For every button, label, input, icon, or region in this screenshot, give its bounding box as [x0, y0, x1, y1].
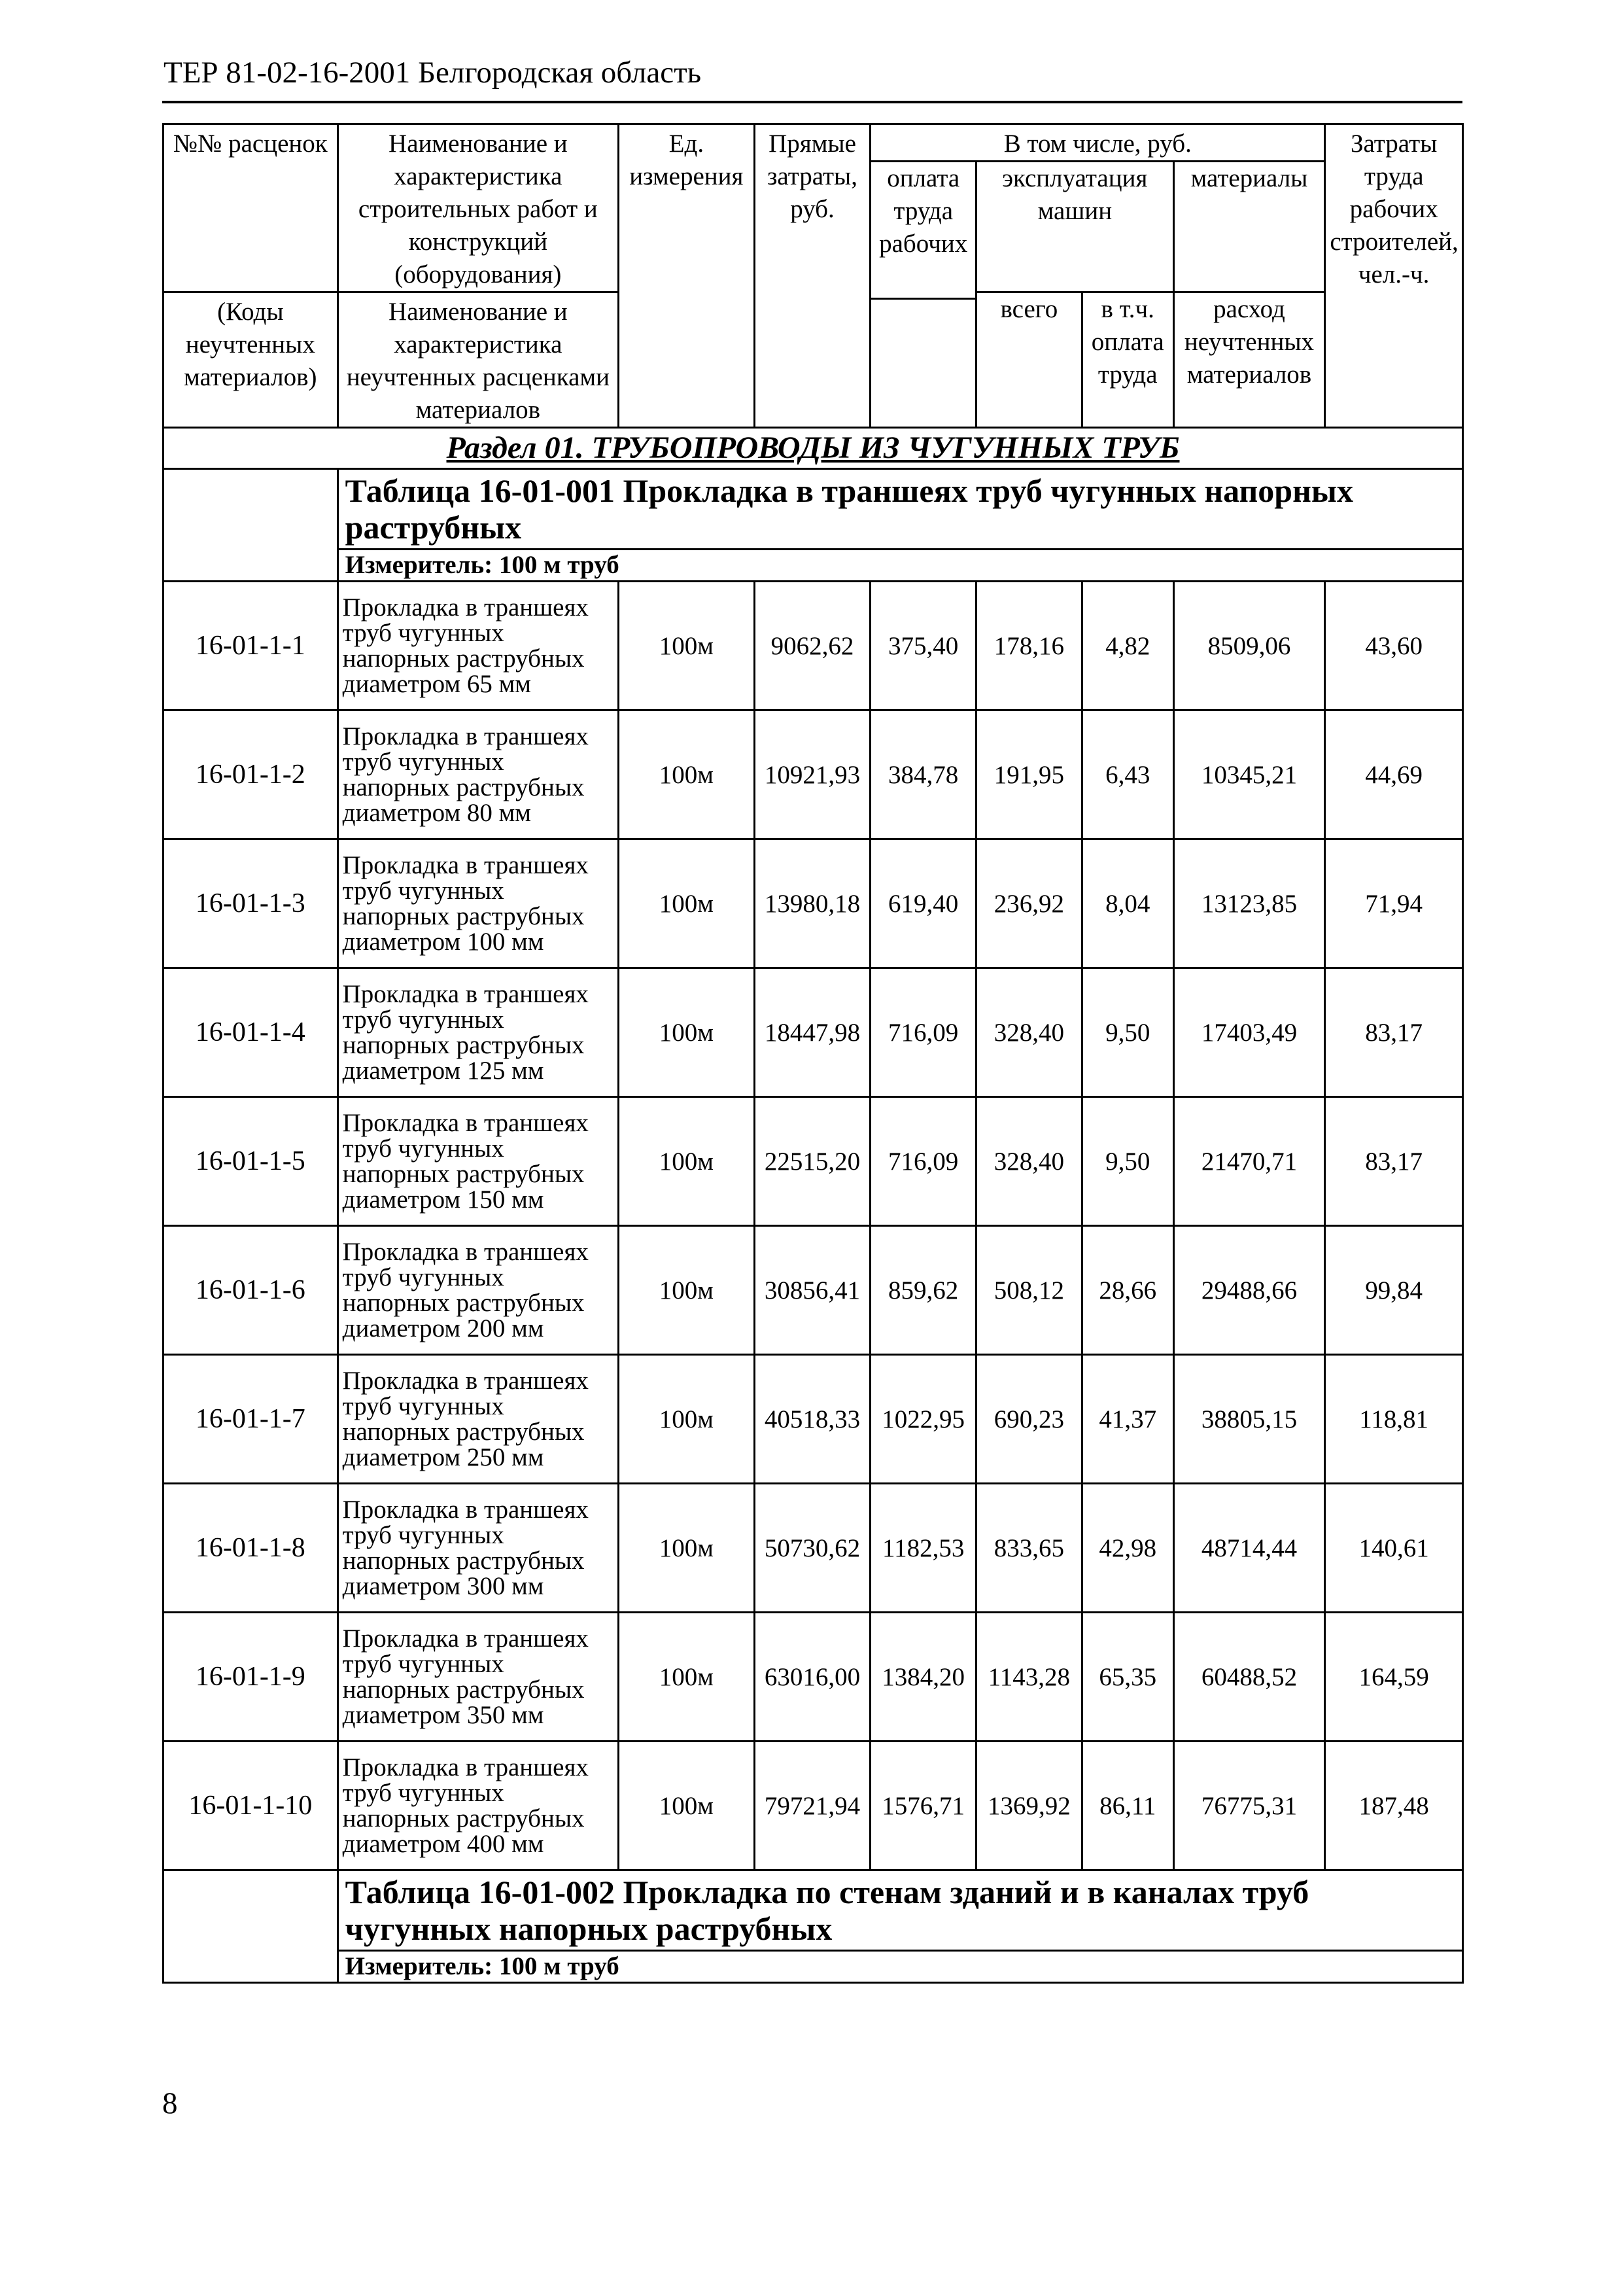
machines-total-cell: 178,16 — [976, 582, 1082, 710]
rate-code: 16-01-1-5 — [164, 1097, 338, 1226]
work-hours-cell: 118,81 — [1325, 1355, 1463, 1484]
work-name: Прокладка в траншеях труб чугунных напорных раструбных диаметром 80 мм — [337, 710, 618, 839]
header-machines: эксплуатация машин — [976, 162, 1174, 292]
work-hours-cell: 140,61 — [1325, 1484, 1463, 1613]
unit-cell: 100м — [619, 582, 755, 710]
materials-cell: 13123,85 — [1173, 839, 1325, 968]
machines-labor-cell: 9,50 — [1082, 1097, 1173, 1226]
machines-total-cell: 191,95 — [976, 710, 1082, 839]
work-name: Прокладка в траншеях труб чугунных напорных раструбных диаметром 300 мм — [337, 1484, 618, 1613]
rate-code: 16-01-1-4 — [164, 968, 338, 1097]
materials-cell: 76775,31 — [1173, 1742, 1325, 1870]
direct-costs-cell: 40518,33 — [754, 1355, 871, 1484]
machines-labor-cell: 41,37 — [1082, 1355, 1173, 1484]
table-row — [164, 1484, 1463, 1613]
rate-code: 16-01-1-9 — [164, 1613, 338, 1742]
unit-cell: 100м — [619, 1484, 755, 1613]
machines-labor-cell: 8,04 — [1082, 839, 1173, 968]
unit-cell: 100м — [619, 710, 755, 839]
work-hours-cell: 187,48 — [1325, 1742, 1463, 1870]
work-name: Прокладка в траншеях труб чугунных напорных раструбных диаметром 200 мм — [337, 1226, 618, 1355]
machines-labor-cell: 65,35 — [1082, 1613, 1173, 1742]
machines-labor-cell: 9,50 — [1082, 968, 1173, 1097]
direct-costs-cell: 22515,20 — [754, 1097, 871, 1226]
direct-costs-cell: 63016,00 — [754, 1613, 871, 1742]
header-work-hours: Затраты труда рабочих строителей, чел.-ч. — [1325, 124, 1463, 428]
unit-cell: 100м — [619, 968, 755, 1097]
materials-cell: 10345,21 — [1173, 710, 1325, 839]
materials-cell: 38805,15 — [1173, 1355, 1325, 1484]
header-machines-total: всего — [976, 292, 1082, 428]
machines-total-cell: 690,23 — [976, 1355, 1082, 1484]
materials-cell: 29488,66 — [1173, 1226, 1325, 1355]
unit-cell: 100м — [619, 1355, 755, 1484]
unit-cell: 100м — [619, 1097, 755, 1226]
work-hours-cell: 43,60 — [1325, 582, 1463, 710]
rate-code: 16-01-1-6 — [164, 1226, 338, 1355]
header-materials-sub: расход неучтенных материалов — [1173, 292, 1325, 428]
table1-caption-spacer — [164, 469, 338, 582]
table2-caption: Таблица 16-01-002 Прокладка по стенам зданий и в каналах труб чугунных напорных раструбных — [337, 1870, 1462, 1951]
work-name: Прокладка в траншеях труб чугунных напорных раструбных диаметром 250 мм — [337, 1355, 618, 1484]
unit-cell: 100м — [619, 1742, 755, 1870]
machines-total-cell: 1143,28 — [976, 1613, 1082, 1742]
machines-labor-cell: 28,66 — [1082, 1226, 1173, 1355]
direct-costs-cell: 9062,62 — [754, 582, 871, 710]
unit-cell: 100м — [619, 1613, 755, 1742]
direct-costs-cell: 10921,93 — [754, 710, 871, 839]
machines-total-cell: 236,92 — [976, 839, 1082, 968]
table-row — [164, 1097, 1463, 1226]
materials-cell: 17403,49 — [1173, 968, 1325, 1097]
work-name: Прокладка в траншеях труб чугунных напорных раструбных диаметром 150 мм — [337, 1097, 618, 1226]
work-hours-cell: 99,84 — [1325, 1226, 1463, 1355]
machines-total-cell: 328,40 — [976, 968, 1082, 1097]
header-code: №№ расценок — [164, 124, 338, 292]
labor-pay-cell: 1384,20 — [871, 1613, 976, 1742]
work-hours-cell: 83,17 — [1325, 1097, 1463, 1226]
work-hours-cell: 164,59 — [1325, 1613, 1463, 1742]
work-name: Прокладка в траншеях труб чугунных напорных раструбных диаметром 125 мм — [337, 968, 618, 1097]
table1-caption: Таблица 16-01-001 Прокладка в траншеях труб чугунных напорных раструбных — [337, 469, 1462, 550]
rate-code: 16-01-1-3 — [164, 839, 338, 968]
rates-table — [162, 123, 1464, 1984]
unit-cell: 100м — [619, 839, 755, 968]
direct-costs-cell: 50730,62 — [754, 1484, 871, 1613]
direct-costs-cell: 30856,41 — [754, 1226, 871, 1355]
materials-cell: 21470,71 — [1173, 1097, 1325, 1226]
header-labor-pay: оплата труда рабочих — [871, 162, 976, 299]
work-name: Прокладка в траншеях труб чугунных напорных раструбных диаметром 100 мм — [337, 839, 618, 968]
work-name: Прокладка в траншеях труб чугунных напорных раструбных диаметром 350 мм — [337, 1613, 618, 1742]
machines-labor-cell: 6,43 — [1082, 710, 1173, 839]
rate-code: 16-01-1-2 — [164, 710, 338, 839]
labor-pay-cell: 716,09 — [871, 968, 976, 1097]
table-row — [164, 839, 1463, 968]
labor-pay-cell: 619,40 — [871, 839, 976, 968]
table1-unit-label: Измеритель: 100 м труб — [337, 550, 1462, 582]
labor-pay-cell: 375,40 — [871, 582, 976, 710]
rate-code: 16-01-1-1 — [164, 582, 338, 710]
table-row — [164, 968, 1463, 1097]
page-number: 8 — [162, 2086, 178, 2120]
table2-unit-label: Измеритель: 100 м труб — [337, 1951, 1462, 1983]
machines-total-cell: 508,12 — [976, 1226, 1082, 1355]
header-code-sub: (Коды неучтенных материалов) — [164, 292, 338, 428]
machines-labor-cell: 42,98 — [1082, 1484, 1173, 1613]
materials-cell: 8509,06 — [1173, 582, 1325, 710]
machines-total-cell: 1369,92 — [976, 1742, 1082, 1870]
table-row — [164, 1355, 1463, 1484]
work-name: Прокладка в траншеях труб чугунных напорных раструбных диаметром 65 мм — [337, 582, 618, 710]
work-hours-cell: 71,94 — [1325, 839, 1463, 968]
header-rule — [162, 101, 1462, 103]
table2-caption-spacer — [164, 1870, 338, 1983]
machines-labor-cell: 4,82 — [1082, 582, 1173, 710]
header-name-sub: Наименование и характеристика неучтенных расценками материалов — [337, 292, 618, 428]
labor-pay-cell: 1022,95 — [871, 1355, 976, 1484]
table-row — [164, 710, 1463, 839]
machines-total-cell: 833,65 — [976, 1484, 1082, 1613]
rate-code: 16-01-1-10 — [164, 1742, 338, 1870]
materials-cell: 48714,44 — [1173, 1484, 1325, 1613]
machines-total-cell: 328,40 — [976, 1097, 1082, 1226]
table-body — [164, 428, 1463, 1983]
direct-costs-cell: 18447,98 — [754, 968, 871, 1097]
header-machines-labor: в т.ч. оплата труда — [1082, 292, 1173, 428]
work-hours-cell: 44,69 — [1325, 710, 1463, 839]
header-name: Наименование и характеристика строительных работ и конструкций (оборудования) — [337, 124, 618, 292]
table-row — [164, 1742, 1463, 1870]
materials-cell: 60488,52 — [1173, 1613, 1325, 1742]
header-including: В том числе, руб. — [871, 124, 1325, 162]
direct-costs-cell: 79721,94 — [754, 1742, 871, 1870]
labor-pay-cell: 384,78 — [871, 710, 976, 839]
work-name: Прокладка в траншеях труб чугунных напорных раструбных диаметром 400 мм — [337, 1742, 618, 1870]
machines-labor-cell: 86,11 — [1082, 1742, 1173, 1870]
work-hours-cell: 83,17 — [1325, 968, 1463, 1097]
table-head — [164, 124, 1463, 428]
rate-code: 16-01-1-7 — [164, 1355, 338, 1484]
labor-pay-cell: 859,62 — [871, 1226, 976, 1355]
direct-costs-cell: 13980,18 — [754, 839, 871, 968]
table-row — [164, 582, 1463, 710]
rate-code: 16-01-1-8 — [164, 1484, 338, 1613]
header-direct-costs: Прямые затраты, руб. — [754, 124, 871, 428]
unit-cell: 100м — [619, 1226, 755, 1355]
running-title: ТЕР 81-02-16-2001 Белгородская область — [164, 56, 702, 90]
labor-pay-cell: 1576,71 — [871, 1742, 976, 1870]
table-row — [164, 1226, 1463, 1355]
table-row — [164, 1613, 1463, 1742]
labor-pay-cell: 1182,53 — [871, 1484, 976, 1613]
section-title: Раздел 01. ТРУБОПРОВОДЫ ИЗ ЧУГУННЫХ ТРУБ — [164, 428, 1463, 469]
labor-pay-cell: 716,09 — [871, 1097, 976, 1226]
header-materials: материалы — [1173, 162, 1325, 292]
header-unit: Ед. измерения — [619, 124, 755, 428]
header-labor-pay-sub — [871, 299, 976, 428]
